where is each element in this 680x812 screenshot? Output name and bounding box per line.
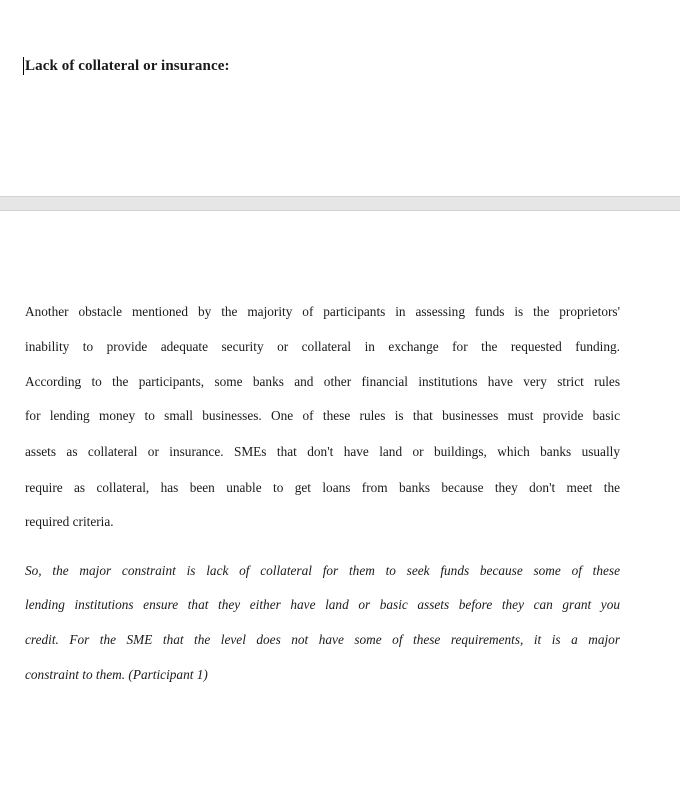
body-paragraph-line: Another obstacle mentioned by the majority of participants in assessing funds is the proprietors' [25,304,620,319]
body-paragraph-line: According to the participants, some banks and other financial institutions have very strict rules [25,374,620,389]
participant-quote-line: lending institutions ensure that they either have land or basic assets before they can grant you [25,597,620,612]
text-cursor [23,57,24,75]
page-break-separator [0,196,680,211]
participant-quote-line: So, the major constraint is lack of collateral for them to seek funds because some of these [25,563,620,578]
participant-quote-line: constraint to them. (Participant 1) [25,667,208,682]
document-page-top [0,0,680,196]
participant-quote-line: credit. For the SME that the level does not have some of these requirements, it is a major [25,632,620,647]
body-paragraph-line: inability to provide adequate security or collateral in exchange for the requested funding. [25,339,620,354]
body-paragraph-line: assets as collateral or insurance. SMEs that don't have land or buildings, which banks usually [25,444,620,459]
body-paragraph-line: required criteria. [25,514,114,529]
body-paragraph-line: for lending money to small businesses. One of these rules is that businesses must provide basic [25,408,620,423]
body-paragraph-line: require as collateral, has been unable to get loans from banks because they don't meet the [25,480,620,495]
document-page-body [0,211,680,812]
section-heading: Lack of collateral or insurance: [25,58,230,74]
